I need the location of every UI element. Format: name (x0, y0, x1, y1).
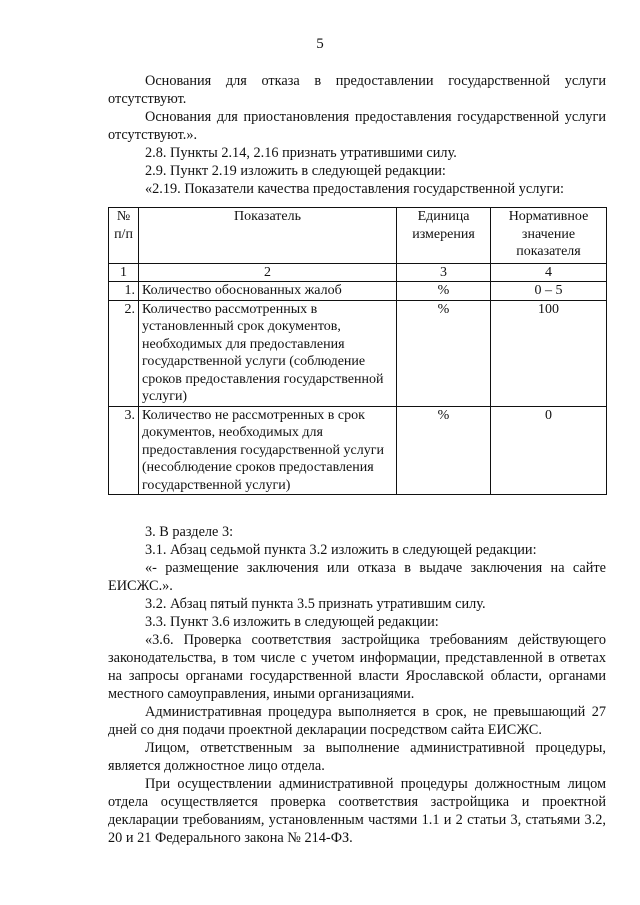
header-unit: Единица измерения (397, 208, 491, 264)
header-num: № п/п (109, 208, 139, 264)
paragraph-verification: При осуществлении административной процедуры должностным лицом отдела осуществляется проверка соответствия застройщика и проектной декларации требованиям, установленным частями 1.1 и 2 статьи 3, статьями 3.2, 20 и 21 Федерального закона № 214-ФЗ. (108, 776, 606, 846)
numbering-cell: 1 (109, 263, 139, 282)
paragraph-2-9: 2.9. Пункт 2.19 изложить в следующей редакции: (145, 163, 446, 179)
page-number: 5 (316, 36, 324, 52)
paragraph-refusal-grounds: Основания для отказа в предоставлении государственной услуги отсутствуют. (108, 73, 606, 107)
paragraph-3-2: 3.2. Абзац пятый пункта 3.5 признать утратившим силу. (145, 596, 486, 612)
row-value: 0 (491, 406, 607, 495)
paragraph-responsible-person: Лицом, ответственным за выполнение административной процедуры, является должностное лицо отдела. (108, 740, 606, 774)
paragraph-3-1-text: «- размещение заключения или отказа в выдаче заключения на сайте ЕИСЖС.». (108, 560, 606, 594)
quality-indicators-table (108, 207, 607, 495)
header-value: Нормативное значение показателя (491, 208, 607, 264)
table-header-row (109, 208, 607, 264)
paragraph-2-8: 2.8. Пункты 2.14, 2.16 признать утратившими силу. (145, 145, 457, 161)
table-numbering-row (109, 263, 607, 282)
row-num: 3. (109, 406, 139, 495)
paragraph-3-6: «3.6. Проверка соответствия застройщика требованиям действующего законодательства, в том числе с учетом информации, представленной в ответах на запросы органами государственной власти Ярославской области, органами местного самоуправления, иными организациями. (108, 632, 606, 702)
row-num: 1. (109, 282, 139, 301)
row-unit: % (397, 282, 491, 301)
row-value: 100 (491, 300, 607, 406)
row-indicator: Количество обоснованных жалоб (139, 282, 397, 301)
numbering-cell: 2 (139, 263, 397, 282)
row-indicator: Количество рассмотренных в установленный срок документов, необходимых для предоставления государственной услуги (соблюдение сроков предоставления государственной услуги) (139, 300, 397, 406)
row-value: 0 – 5 (491, 282, 607, 301)
paragraph-section-3: 3. В разделе 3: (145, 524, 234, 540)
table-row (109, 282, 607, 301)
paragraph-procedure-term: Административная процедура выполняется в срок, не превышающий 27 дней со дня подачи проектной декларации посредством сайта ЕИСЖС. (108, 704, 606, 738)
row-indicator: Количество не рассмотренных в срок документов, необходимых для предоставления государственной услуги (несоблюдение сроков предоставления государственной услуги) (139, 406, 397, 495)
row-unit: % (397, 300, 491, 406)
paragraph-2-19-intro: «2.19. Показатели качества предоставления государственной услуги: (145, 181, 564, 197)
numbering-cell: 4 (491, 263, 607, 282)
numbering-cell: 3 (397, 263, 491, 282)
header-indicator: Показатель (139, 208, 397, 264)
table-row (109, 406, 607, 495)
paragraph-suspension-grounds: Основания для приостановления предоставления государственной услуги отсутствуют.». (108, 109, 606, 143)
row-num: 2. (109, 300, 139, 406)
paragraph-3-1: 3.1. Абзац седьмой пункта 3.2 изложить в следующей редакции: (145, 542, 537, 558)
paragraph-3-3: 3.3. Пункт 3.6 изложить в следующей редакции: (145, 614, 439, 630)
table-row (109, 300, 607, 406)
row-unit: % (397, 406, 491, 495)
